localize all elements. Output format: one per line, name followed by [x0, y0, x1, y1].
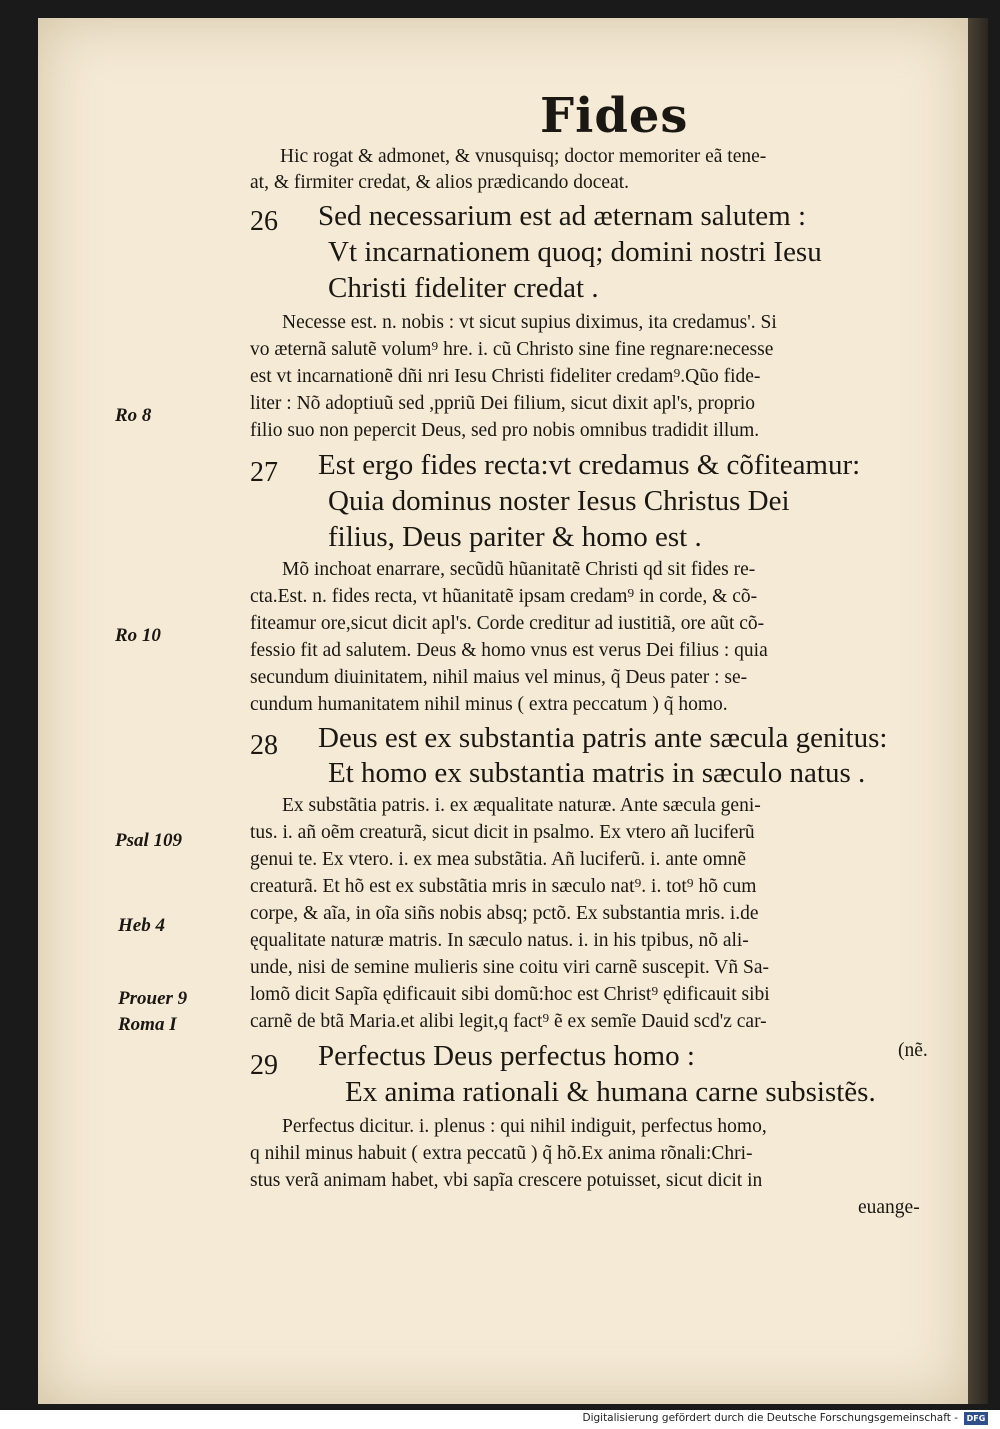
gloss-line: filio suo non pepercit Deus, sed pro nobis omnibus tradidit illum.	[250, 420, 760, 441]
creed-line: Quia dominus noster Iesus Christus Dei	[328, 485, 790, 517]
gloss-line: secundum diuinitatem, nihil maius vel minus, q̃ Deus pater : se-	[250, 667, 748, 688]
gloss-line: creaturã. Et hõ est ex substãtia mris in sæculo nat⁹. i. tot⁹ hõ cum	[250, 876, 757, 897]
margin-note: Ro 8	[115, 405, 152, 426]
gloss-line: stus verã animam habet, vbi sapĩa crescere potuisset, sicut dicit in	[250, 1170, 763, 1191]
verse-number: 29	[250, 1050, 278, 1081]
creed-line: Est ergo fides recta:vt credamus & cõfiteamur:	[318, 449, 861, 481]
creed-line: Deus est ex substantia patris ante sæcula genitus:	[318, 722, 888, 754]
verse-number: 28	[250, 730, 278, 761]
dfg-logo: DFG	[964, 1412, 988, 1425]
gloss-line: carnẽ de btã Maria.et alibi legit,q fact⁹ ẽ ex semĩe Dauid scd'z car-	[250, 1011, 767, 1032]
margin-note: Roma I	[118, 1014, 177, 1035]
gloss-line: at, & firmiter credat, & alios prædicando doceat.	[250, 172, 630, 193]
gloss-line-tail: (nẽ.	[898, 1040, 928, 1061]
footer-credit: Digitalisierung gefördert durch die Deutsche Forschungsgemeinschaft -	[582, 1412, 958, 1424]
gloss-line: cta.Est. n. fides recta, vt hũanitatẽ ipsam credam⁹ in corde, & cõ-	[250, 586, 758, 607]
gloss-line: genui te. Ex vtero. i. ex mea substãtia. Añ luciferũ. i. ante omnẽ	[250, 849, 747, 870]
creed-line: filius, Deus pariter & homo est .	[328, 521, 702, 553]
gloss-line: Necesse est. n. nobis : vt sicut supius diximus, ita credamus'. Si	[282, 312, 777, 333]
gloss-line: liter : Nõ adoptiuũ sed ,ppriũ Dei filium, sicut dixit apl's, proprio	[250, 393, 756, 414]
creed-line: Ex anima rationali & humana carne subsistẽs.	[345, 1076, 876, 1108]
gloss-line: ęqualitate naturæ matris. In sæculo natus. i. in his tpibus, nõ ali-	[250, 930, 749, 951]
gloss-line: unde, nisi de semine mulieris sine coitu viri carnẽ suscepit. Vñ Sa-	[250, 957, 769, 978]
creed-line: Sed necessarium est ad æternam salutem :	[318, 200, 807, 232]
gloss-line: Ex substãtia patris. i. ex æqualitate naturæ. Ante sæcula geni-	[282, 795, 761, 816]
verse-number: 27	[250, 457, 278, 488]
margin-note: Heb 4	[118, 915, 165, 936]
gloss-line: cundum humanitatem nihil minus ( extra peccatum ) q̃ homo.	[250, 694, 728, 715]
gloss-line: lomõ dicit Sapĩa ędificauit sibi domũ:hoc est Christ⁹ ędificauit sibi	[250, 984, 770, 1005]
creed-line: Vt incarnationem quoq; domini nostri Iesu	[328, 236, 822, 268]
gloss-line: tus. i. añ oẽm creaturã, sicut dicit in psalmo. Ex vtero añ luciferũ	[250, 822, 755, 843]
creed-line: Christi fideliter credat .	[328, 272, 599, 304]
margin-note: Prouer 9	[118, 988, 188, 1009]
page-edge	[968, 18, 988, 1404]
gloss-line: Hic rogat & admonet, & vnusquisq; doctor memoriter eã tene-	[280, 146, 767, 167]
gloss-line: q nihil minus habuit ( extra peccatũ ) q̃ hõ.Ex anima rõnali:Chri-	[250, 1143, 753, 1164]
catchword: euange-	[858, 1197, 920, 1218]
gloss-line: vo æternã salutẽ volum⁹ hre. i. cũ Christo sine fine regnare:necesse	[250, 339, 774, 360]
creed-line: Perfectus Deus perfectus homo :	[318, 1040, 695, 1072]
gloss-line: Mõ inchoat enarrare, secũdũ hũanitatẽ Christi qd sit fides re-	[282, 559, 756, 580]
page-title: Fides	[540, 88, 689, 144]
gloss-line: Perfectus dicitur. i. plenus : qui nihil indiguit, perfectus homo,	[282, 1116, 767, 1137]
margin-note: Psal 109	[115, 830, 183, 851]
creed-line: Et homo ex substantia matris in sæculo natus .	[328, 757, 866, 789]
gloss-line: corpe, & aĩa, in oĩa siñs nobis absq; pctõ. Ex substantia mris. i.de	[250, 903, 759, 924]
gloss-line: fiteamur ore,sicut dicit apl's. Corde creditur ad iustitiã, ore aũt cõ-	[250, 613, 765, 634]
gloss-line: est vt incarnationẽ dñi nri Iesu Christi fideliter credam⁹.Qũo fide-	[250, 366, 761, 387]
gloss-line: fessio fit ad salutem. Deus & homo vnus est verus Dei filius : quia	[250, 640, 768, 661]
verse-number: 26	[250, 206, 278, 237]
margin-note: Ro 10	[115, 625, 161, 646]
